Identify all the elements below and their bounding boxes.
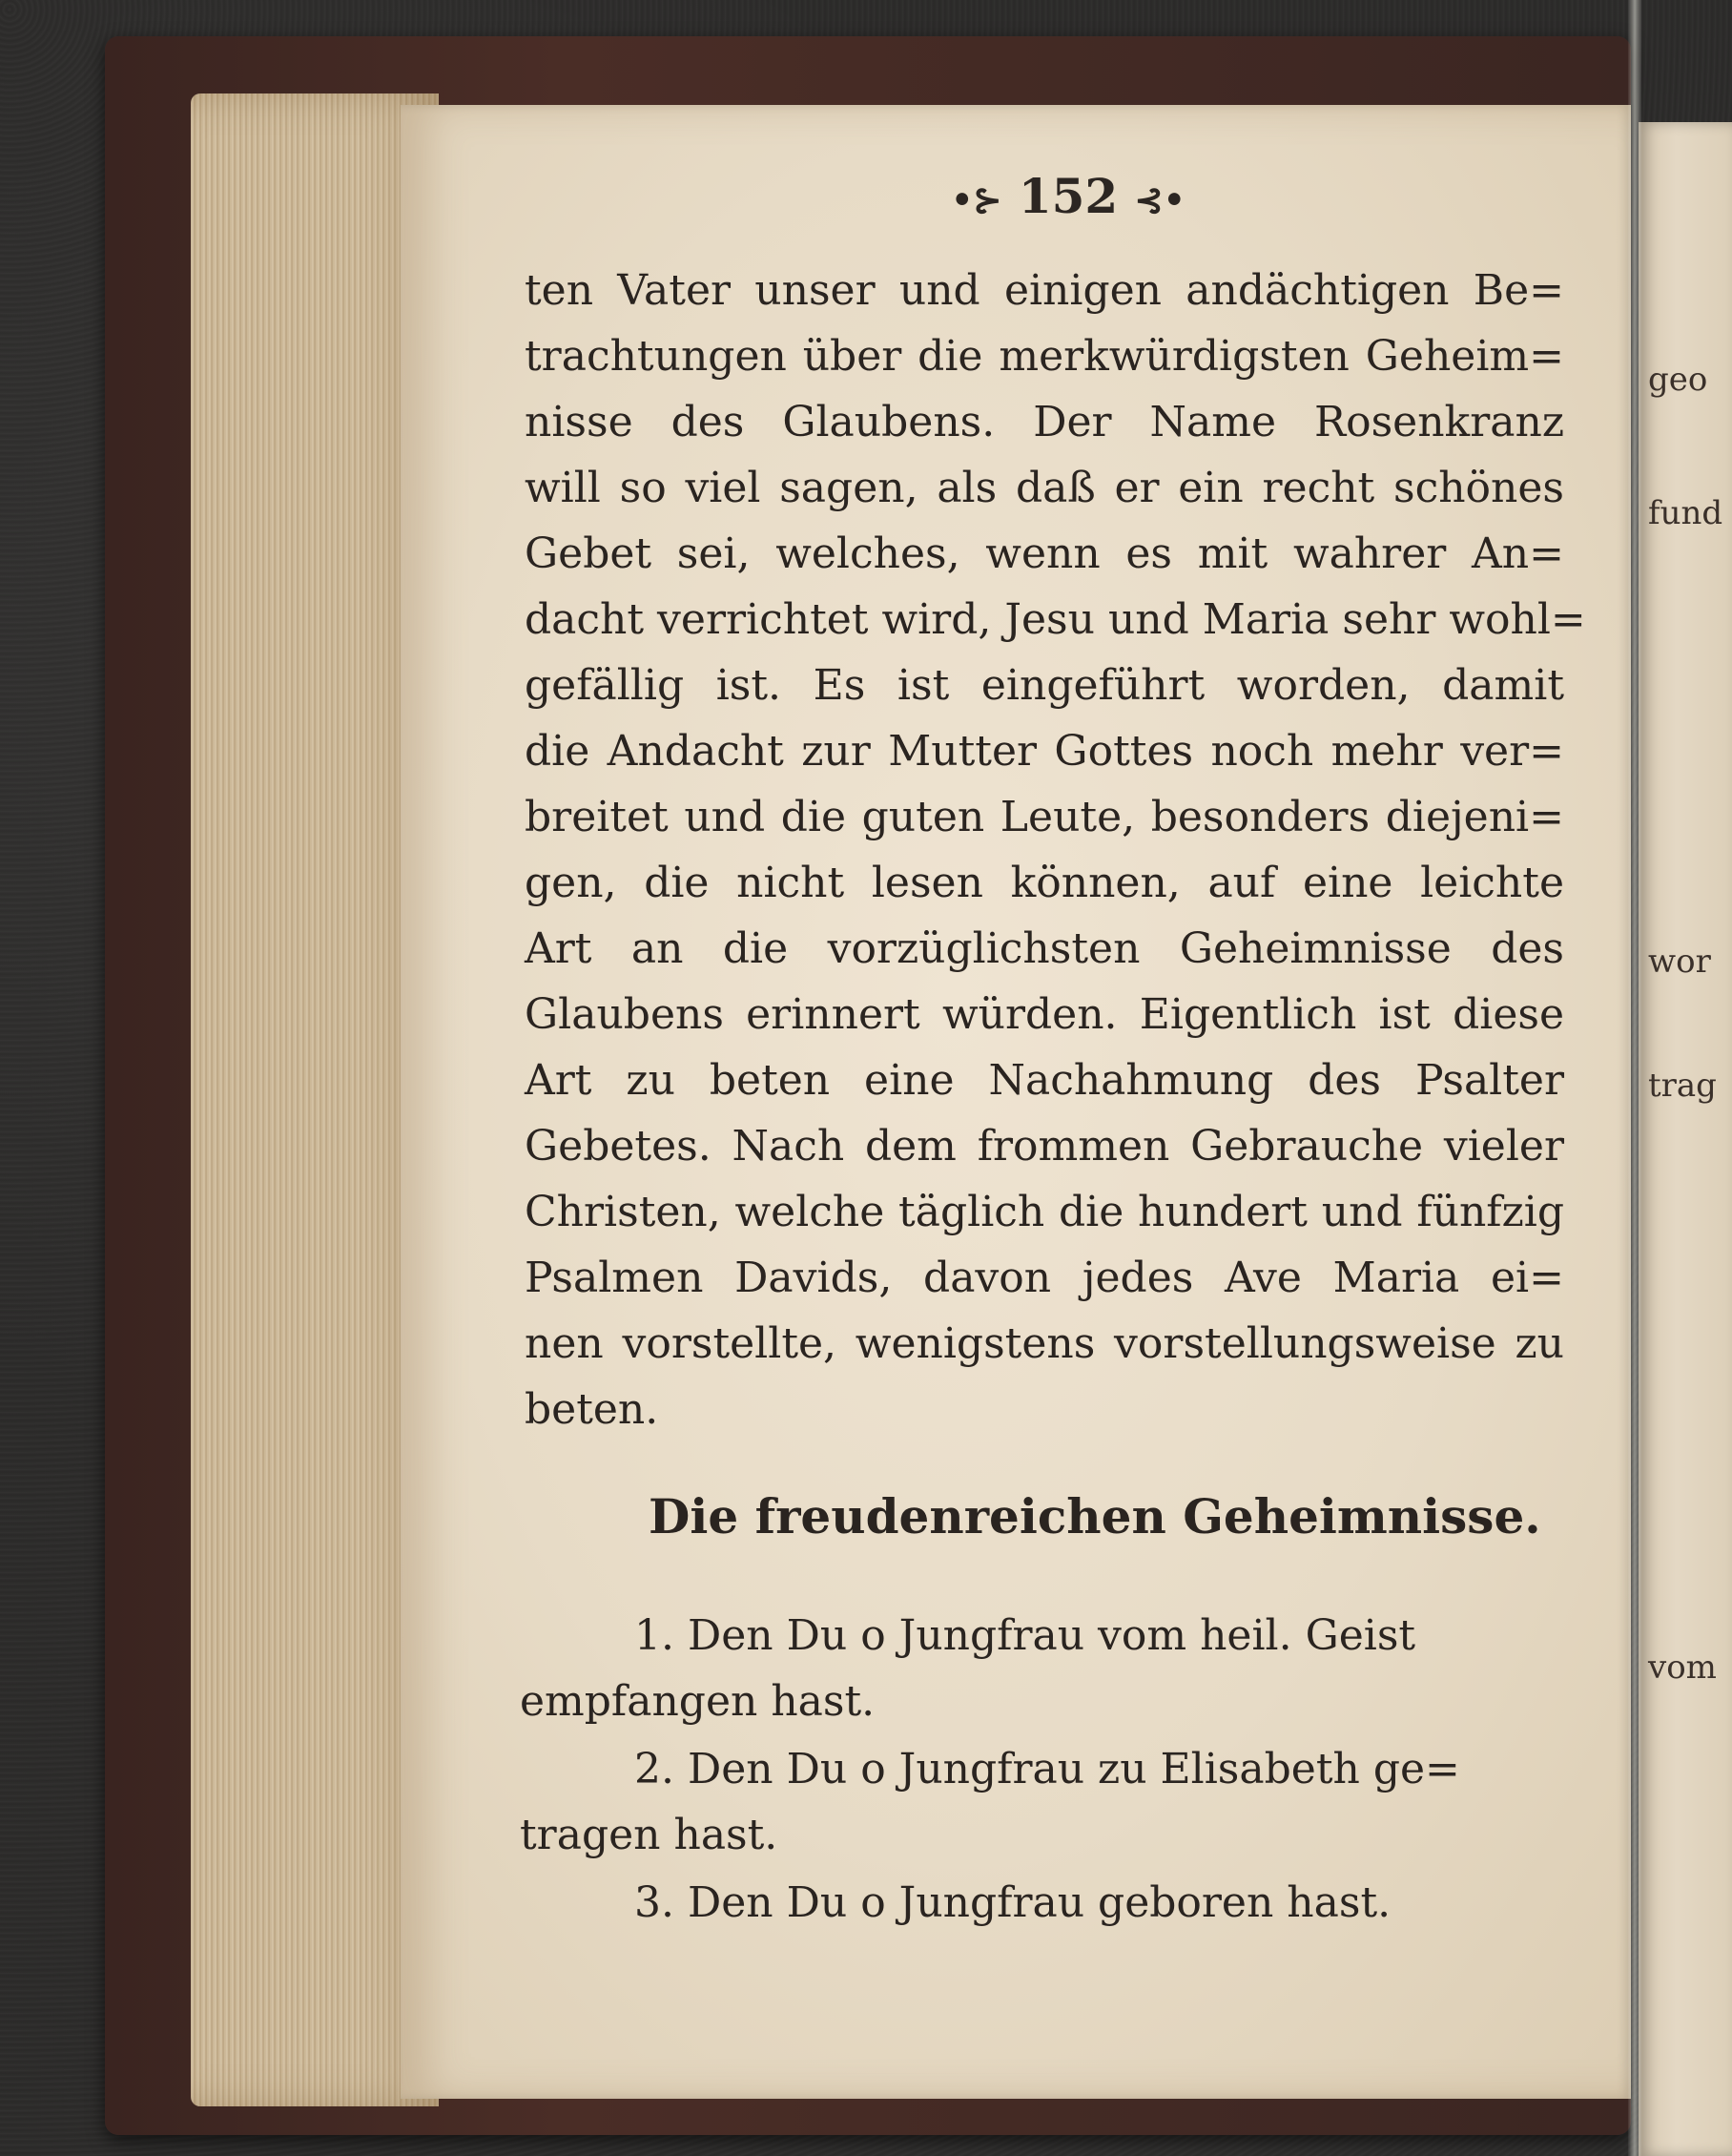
text-line: will so viel sagen, als daß er ein recht schönes: [525, 464, 1564, 512]
text-line: trachtungen über die merkwürdigsten Geheim=: [525, 332, 1564, 381]
text-line: nisse des Glaubens. Der Name Rosenkranz: [525, 398, 1564, 446]
page-number: [925, 168, 1211, 224]
body-paragraph: [525, 258, 1586, 1442]
mysteries-list: [520, 1603, 1569, 1938]
list-item: [520, 1603, 1569, 1734]
list-item-first-line: 1. Den Du o Jungfrau vom heil. Geist: [634, 1611, 1416, 1660]
text-line: Art an die vorzüglichsten Geheimnisse des: [525, 924, 1564, 973]
text-line: dacht verrichtet wird, Jesu und Maria sehr wohl=: [525, 595, 1586, 644]
text-line: gefällig ist. Es ist eingeführt worden, damit: [525, 661, 1564, 710]
text-line: Gebet sei, welches, wenn es mit wahrer An=: [525, 529, 1564, 578]
next-page-fragment: geo: [1648, 361, 1708, 399]
list-item: [520, 1870, 1569, 1936]
text-line: breitet und die guten Leute, besonders diejeni=: [525, 793, 1564, 841]
text-line: Gebetes. Nach dem frommen Gebrauche vieler: [525, 1122, 1564, 1171]
text-line: die Andacht zur Mutter Gottes noch mehr ver=: [525, 727, 1564, 776]
text-line: ten Vater unser und einigen andächtigen Be=: [525, 266, 1564, 315]
text-line: Psalmen Davids, davon jedes Ave Maria ei=: [525, 1254, 1564, 1302]
ornament-left-icon: •⊱: [951, 180, 1002, 220]
next-page-sliver: [1639, 122, 1732, 2156]
text-line: gen, die nicht lesen können, auf eine leichte: [525, 859, 1564, 907]
section-heading: Die freudenreichen Geheimnisse.: [649, 1488, 1541, 1544]
list-item-first-line: 2. Den Du o Jungfrau zu Elisabeth ge=: [634, 1745, 1460, 1793]
text-line: beten.: [525, 1385, 659, 1434]
ornament-right-icon: ⊰•: [1134, 180, 1186, 220]
list-item-second-line: empfangen hast.: [520, 1677, 876, 1726]
text-line: Art zu beten eine Nachahmung des Psalter: [525, 1056, 1564, 1105]
list-item: [520, 1736, 1569, 1868]
text-line: Glaubens erinnert würden. Eigentlich ist diese: [525, 990, 1564, 1039]
next-page-fragment: fund: [1648, 494, 1723, 532]
next-page-fragment: wor: [1648, 943, 1711, 981]
glass-edge: [1628, 0, 1641, 2156]
page-number-value: 152: [1018, 168, 1119, 224]
text-line: Christen, welche täglich die hundert und fünfzig: [525, 1188, 1564, 1236]
next-page-fragment: trag: [1648, 1067, 1717, 1105]
list-item-second-line: tragen hast.: [520, 1811, 778, 1859]
list-item-first-line: 3. Den Du o Jungfrau geboren hast.: [634, 1878, 1392, 1927]
next-page-fragment: vom: [1648, 1648, 1717, 1687]
text-line: nen vorstellte, wenigstens vorstellungsweise zu: [525, 1319, 1564, 1368]
